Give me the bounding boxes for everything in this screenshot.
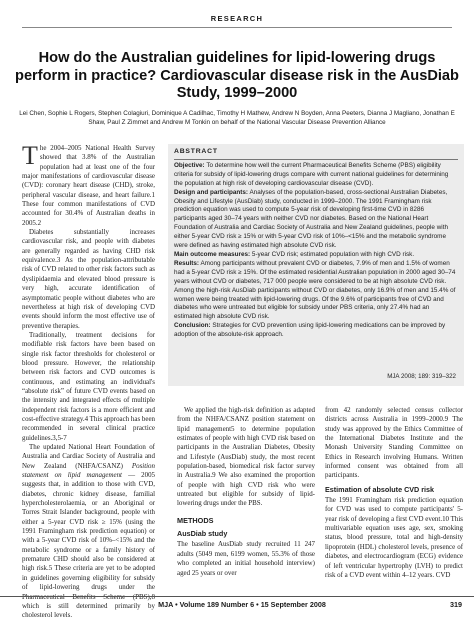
body-paragraph: from 42 randomly selected census collector districts across Australia in 1999–2000.9 The study was approved by the Ethics Committee of the International Diabetes Institute and the Monash University Standing Committee on Ethics in Research involving Humans. Written informed consent was obtained from all participants. [325,406,463,480]
drop-cap: T [22,141,38,170]
footer-citation: MJA • Volume 189 Number 6 • 15 September 2008 [158,600,326,609]
author-list: Lei Chen, Sophie L Rogers, Stephen Colagiuri, Dominique A Cadilhac, Timothy H Mathew, Andrew N Boyden, Anna Peeters, Dianna J Magliano, Jonathan E Shaw, Paul Z Zimmet and Andrew M Tonkin on behalf of the National Vascular Disease Prevention Alliance [19,110,455,127]
header-rule [22,27,452,28]
body-paragraph: We applied the high-risk definition as adapted from the NHFA/CSANZ position statement on lipid management5 to determine population estimates of people with high CVD risk based on participants in the Australian Diabetes, Obesity and Lifestyle (AusDiab) study, the most recent population-based, biomedical risk factor survey in Australia.9 We also examined the proportion of people with high CVD risk who were untreated but eligible for subsidy of lipid-lowering drugs under the PBS. [177,406,315,508]
body-column-middle [177,406,315,586]
abstract-results: Results: Among participants without prevalent CVD or diabetes, 7.9% of men and 1.5% of women had a 5-year CVD risk ≥ 15%. Of the estimated residential Australian population in 2000 aged 30–74 years without CVD or diabetes, 717 000 people were considered to be at high absolute CVD risk. Among the high-risk AusDiab participants without CVD or diabetes, only 16.9% of men and 15.4% of women were being treated with lipid-lowering drugs. Of the 9.6% of participants free of CVD and diabetes who were untreated but eligible for subsidy under PBS criteria, only 27.4% had an estimated high absolute CVD risk. [174,259,456,321]
abstract-box [168,144,464,386]
abstract-design: Design and participants: Analyses of the population-based, cross-sectional Australian Diabetes, Obesity and Lifestyle (AusDiab) study, conducted in 1999–2000. The 1991 Framingham risk prediction equation was used to compute 5-year risk of developing first-time CVD in 8286 participants aged 30–74 years with neither CVD nor diabetes. Based on the National Heart Foundation of Australia and Cardiac Society of Australia and New Zealand guidelines, people with either 5-year CVD risk ≥ 15% or with 5-year CVD risk of 10%–<15% and the metabolic syndrome were defined as having estimated high absolute CVD risk. [174,188,449,250]
methods-heading: METHODS [177,515,214,525]
abstract-objective: Objective: To determine how well the current Pharmaceutical Benefits Scheme (PBS) eligibility criteria for subsidy of lipid-lowering drugs compare with current national guidelines for determining the population at high risk of developing cardiovascular disease (CVD). [174,161,449,187]
body-paragraph: Traditionally, treatment decisions for modifiable risk factors have been based on single risk factor thresholds for cholesterol or blood pressure. However, the relationship between risk factors and CVD outcomes is continuous, and estimating an individual's “absolute risk” of future CVD events based on the intensity and integrated effects of multiple independent risk factors is a more efficient and cost-effective strategy.4 This approach has been recommended in several clinical practice guidelines.3,5-7 [22,330,155,442]
body-paragraph: The updated National Heart Foundation of Australia and Cardiac Society of Australia and New Zealand (NHFA/CSANZ) Position statement on lipid management — 2005 suggests that, in addition to those with CVD, diabetes, chronic kidney disease, familial hypercholesterolaemia, or an Aboriginal or Torres Strait Islander background, people with either a 5-year CVD risk ≥ 15% (using the 1991 Framingham risk prediction equation) or with a 5-year CVD risk of 10%–<15% and the metabolic syndrome or a family history of premature CHD should also be considered at high risk.5 These criteria are yet to be adopted in guidelines governing eligibility for subsidy of lipid-lowering drugs under the Pharmaceutical Benefits Scheme (PBS),8 which is still determined primarily by cholesterol levels. [22,443,156,620]
abstract-measures: Main outcome measures: 5-year CVD risk; estimated population with high CVD risk. [174,250,415,258]
body-paragraph: Diabetes substantially increases cardiovascular risk, and people with diabetes are generally regarded as having CHD risk equivalence.3 As the population-attributable risk of CVD related to other risk factors such as dyslipidaemia and elevated blood pressure is very high, accurate identification of asymptomatic people without diabetes who are nevertheless at high risk of developing CVD events should inform the most effective use of preventive therapies. [22,228,155,330]
page-footer [22,600,462,612]
abstract-citation: MJA 2008; 189: 319–322 [387,373,456,381]
body-column-left [22,141,156,620]
intro-paragraph: The 2004–2005 National Health Survey showed that 3.8% of the Australian population had at least one of the four major manifestations of cardiovascular disease (CVD): coronary heart disease (CHD), stroke, peripheral vascular disease, and heart failure.1 These four common manifestations of CVD accounted for 30.4% of Australian deaths in 2005.2 [22,141,155,227]
abstract-heading: ABSTRACT [174,148,218,155]
article-title: How do the Australian guidelines for lipid-lowering drugs perform in practice? Cardiovascular disease risk in the AusDiab Study, 1999–2000 [15,50,459,102]
subsection-heading: Estimation of absolute CVD risk [325,484,435,494]
abstract-conclusion: Conclusion: Strategies for CVD prevention using lipid-lowering medications can be improved by adoption of the absolute-risk approach. [174,322,446,339]
body-column-right [325,406,463,586]
abstract-rule [174,159,458,160]
page-number: 319 [450,600,462,609]
subsection-heading: AusDiab study [177,529,228,539]
body-paragraph: The 1991 Framingham risk prediction equation for CVD was used to compute participants' 5-year risk of developing a first CVD event.10 This multivariable equation uses age, sex, smoking status, blood pressure, total and high-density lipoprotein (HDL) cholesterol levels, presence of diabetes, and electrocardiogram (ECG) evidence of left ventricular hypertrophy (LVH) to predict risk of a CVD event within 4–12 years. CVD [325,496,463,579]
footer-rule [0,596,474,597]
body-paragraph: The baseline AusDiab study recruited 11 247 adults (5049 men, 6199 women, 55.3% of those who completed an initial household interview) aged 25 years or over [177,540,315,577]
section-label: RESEARCH [210,14,264,23]
